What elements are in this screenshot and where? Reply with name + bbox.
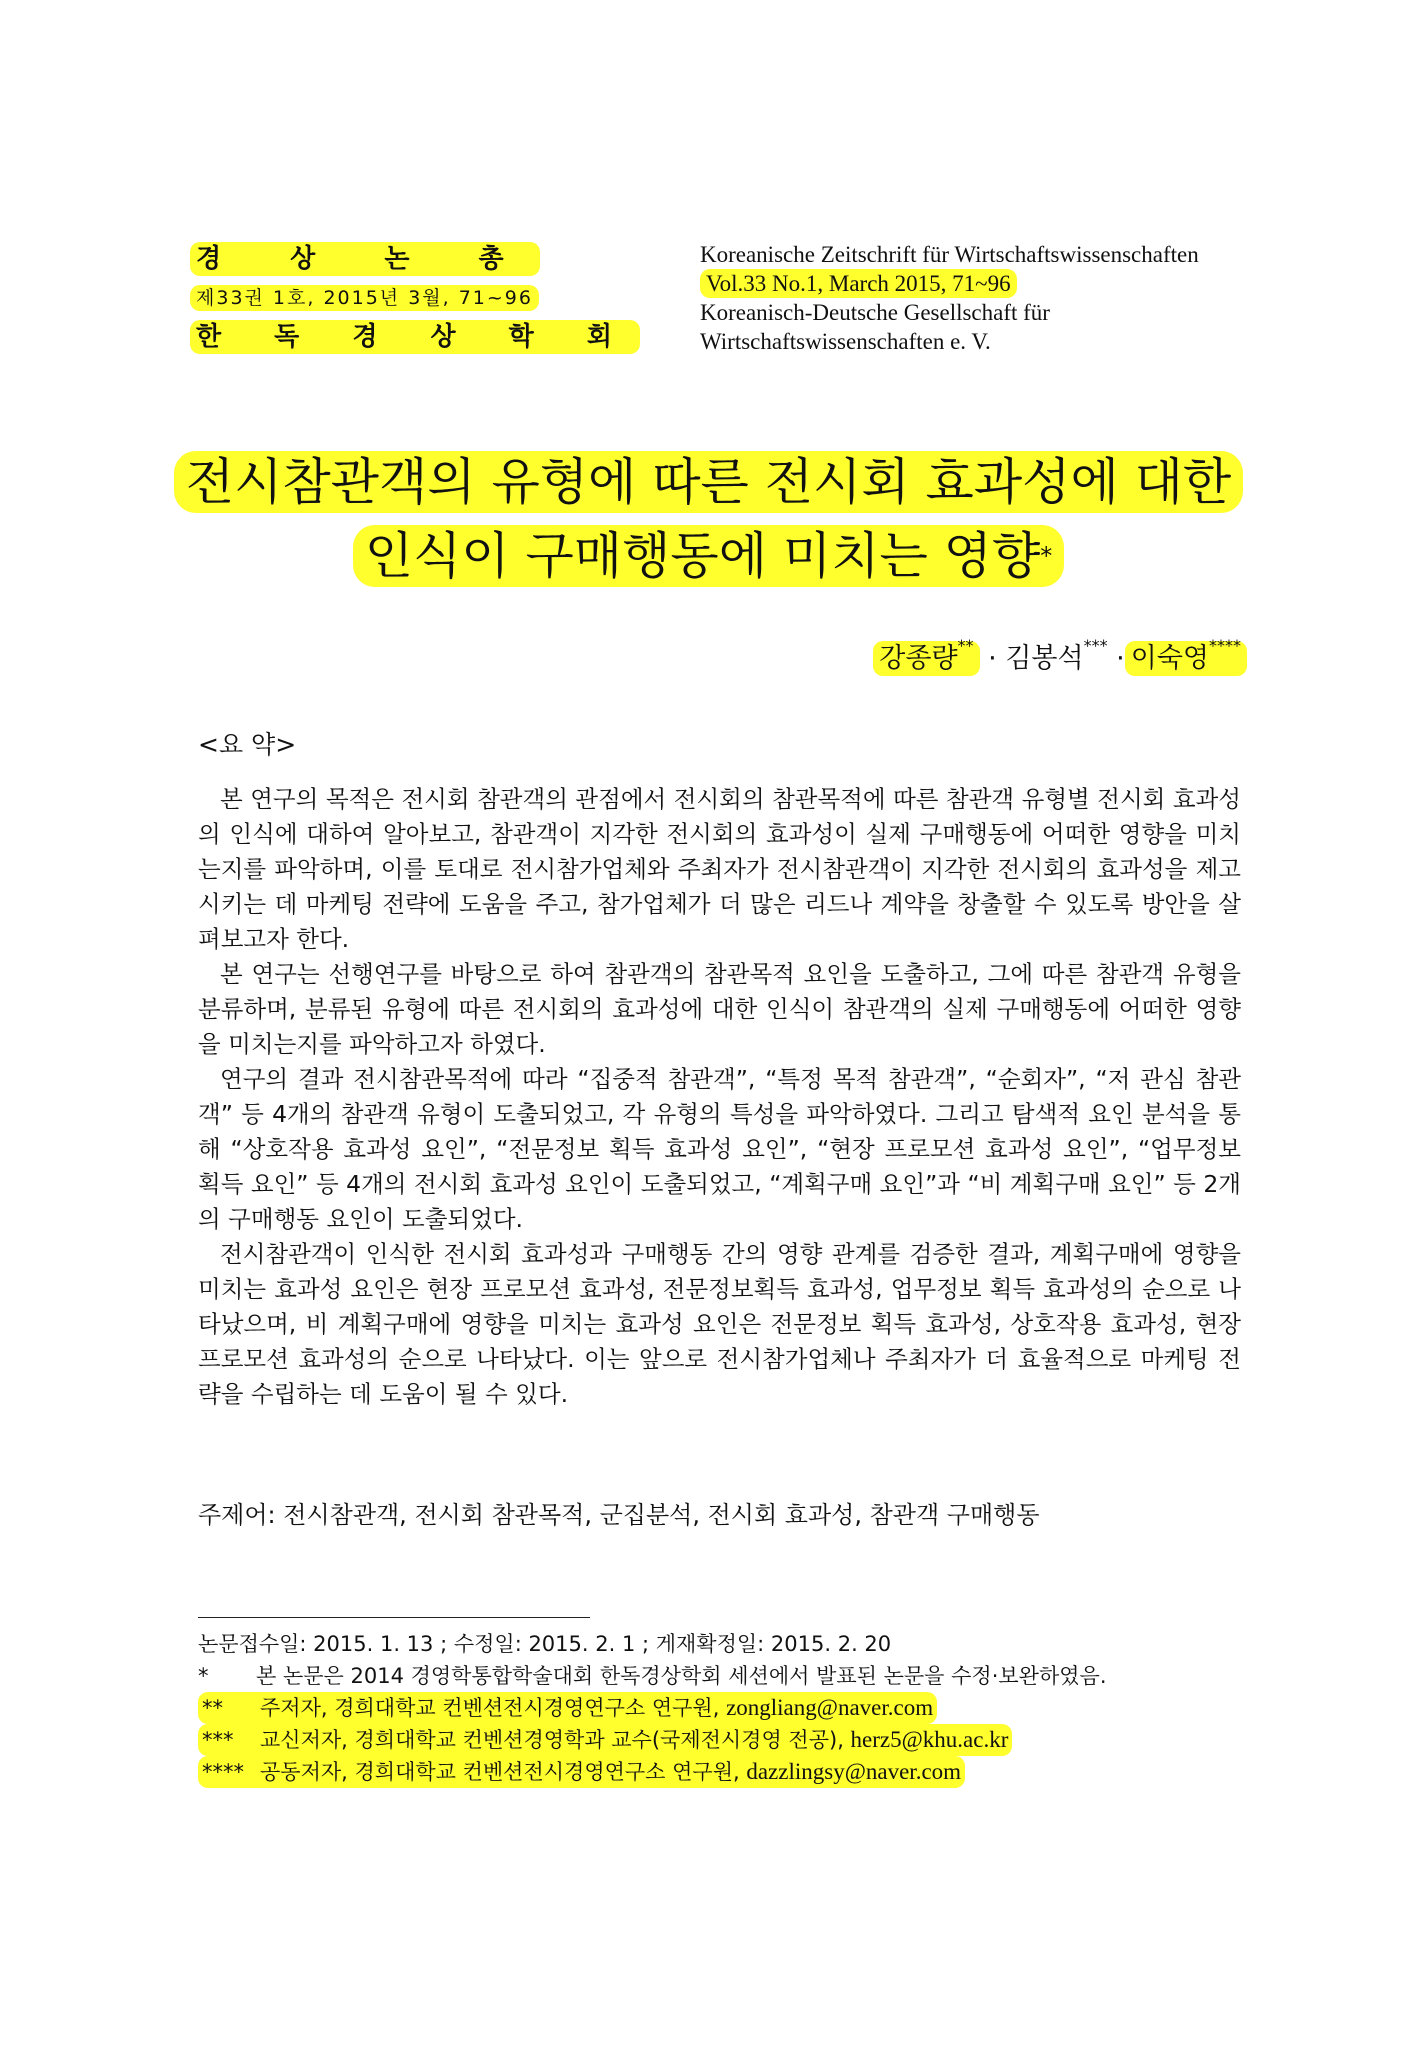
abstract-body [198,782,1241,1412]
footnote-3 [198,1724,1258,1756]
footnote-dates: 논문접수일: 2015. 1. 13 ; 수정일: 2015. 2. 1 ; 게재확정일: 2015. 2. 20 [198,1632,892,1656]
footnote-4-mark: **** [202,1760,244,1784]
abstract-paragraph-1: 본 연구의 목적은 전시회 참관객의 관점에서 전시회의 참관목적에 따른 참관객 유형별 전시회 효과성의 인식에 대하여 알아보고, 참관객이 지각한 전시회의 효과성이 실제 구매행동에 어떠한 영향을 미치는지를 파악하며, 이를 토대로 전시참가업체와 주최자가 전시참관객이 지각한 전시회의 효과성을 제고시키는 데 마케팅 전략에 도움을 주고, 참가업체가 더 많은 리드나 계약을 창출할 수 있도록 방안을 살펴보고자 한다. [198,785,1241,953]
abstract-paragraph-2: 본 연구는 선행연구를 바탕으로 하여 참관객의 참관목적 요인을 도출하고, 그에 따른 참관객 유형을 분류하며, 분류된 유형에 따른 전시회의 효과성에 대한 인식이 참관객의 실제 구매행동에 어떠한 영향을 미치는지를 파악하고자 하였다. [198,960,1241,1058]
author-3: 이숙영 [1130,643,1209,674]
abstract-heading: <요 약> [198,730,297,759]
footnote-3-email[interactable]: herz5@khu.ac.kr [850,1727,1009,1752]
title-footnote-mark: * [1040,542,1053,570]
keywords: 주제어: 전시참관객, 전시회 참관목적, 군집분석, 전시회 효과성, 참관객 구매행동 [198,1501,1040,1529]
title-line-1: 전시참관객의 유형에 따른 전시회 효과성에 대한 [174,451,1243,513]
author-1-mark: ** [957,636,974,655]
footnote-3-mark: *** [202,1728,234,1752]
author-3-mark: **** [1209,636,1241,655]
title-line-2: 인식이 구매행동에 미치는 영향 [364,527,1041,585]
footnote-4 [198,1756,1258,1788]
journal-header-german [700,240,1199,356]
abstract-paragraph-3: 연구의 결과 전시참관목적에 따라 “집중적 참관객”, “특정 목적 참관객”, “순회자”, “저 관심 참관객” 등 4개의 참관객 유형이 도출되었고, 각 유형의 특성을 파악하였다. 그리고 탐색적 요인 분석을 통해 “상호작용 효과성 요인”, “전문정보 획득 효과성 요인”, “현장 프로모션 효과성 요인”, “업무정보 획득 요인” 등 4개의 전시회 효과성 요인이 도출되었고, “계획구매 요인”과 “비 계획구매 요인” 등 2개의 구매행동 요인이 도출되었다. [198,1065,1241,1233]
abstract-paragraph-4: 전시참관객이 인식한 전시회 효과성과 구매행동 간의 영향 관계를 검증한 결과, 계획구매에 영향을 미치는 효과성 요인은 현장 프로모션 효과성, 전문정보획득 효과성, 업무정보 획득 효과성의 순으로 나타났으며, 비 계획구매에 영향을 미치는 효과성 요인은 전문정보 획득 효과성, 상호작용 효과성, 현장 프로모션 효과성의 순으로 나타났다. 이는 앞으로 전시참가업체나 주최자가 더 효율적으로 마케팅 전략을 수립하는 데 도움이 될 수 있다. [198,1240,1241,1408]
author-separator: · [988,643,997,674]
footnote-divider [198,1617,590,1618]
society-name-german-2: Wirtschaftswissenschaften e. V. [700,329,991,354]
journal-name-german: Koreanische Zeitschrift für Wirtschaftswissenschaften [700,242,1199,267]
footnote-2-text: 주저자, 경희대학교 컨벤션전시경영연구소 연구원, [260,1696,727,1720]
footnote-4-email[interactable]: dazzlingsy@naver.com [746,1759,962,1784]
society-name-korean: 한 독 경 상 학 회 [190,320,640,354]
footnote-2-email[interactable]: zongliang@naver.com [726,1695,934,1720]
issue-info-korean: 제33권 1호, 2015년 3월, 71~96 [190,285,539,311]
author-separator: · [1116,643,1125,674]
issue-info-english: Vol.33 No.1, March 2015, 71~96 [700,269,1017,298]
footnote-3-text: 교신저자, 경희대학교 컨벤션경영학과 교수(국제전시경영 전공), [260,1728,851,1752]
author-2: 김봉석 [1005,643,1084,674]
paper-title [100,445,1317,593]
author-1: 강종량 [879,643,958,674]
society-name-german-1: Koreanisch-Deutsche Gesellschaft für [700,300,1050,325]
footnote-1 [198,1660,1258,1692]
footnote-2 [198,1692,1258,1724]
journal-name-korean: 경 상 논 총 [190,242,540,276]
footnote-1-text: 본 논문은 2014 경영학통합학술대회 한독경상학회 세션에서 발표된 논문을 수정·보완하였음. [256,1664,1107,1688]
footnote-2-mark: ** [202,1696,223,1720]
footnotes [198,1628,1258,1788]
journal-header-korean [190,238,640,353]
author-list [873,636,1247,675]
footnote-1-mark: * [198,1664,209,1688]
footnote-4-text: 공동저자, 경희대학교 컨벤션전시경영연구소 연구원, [260,1760,747,1784]
author-2-mark: *** [1083,636,1108,655]
